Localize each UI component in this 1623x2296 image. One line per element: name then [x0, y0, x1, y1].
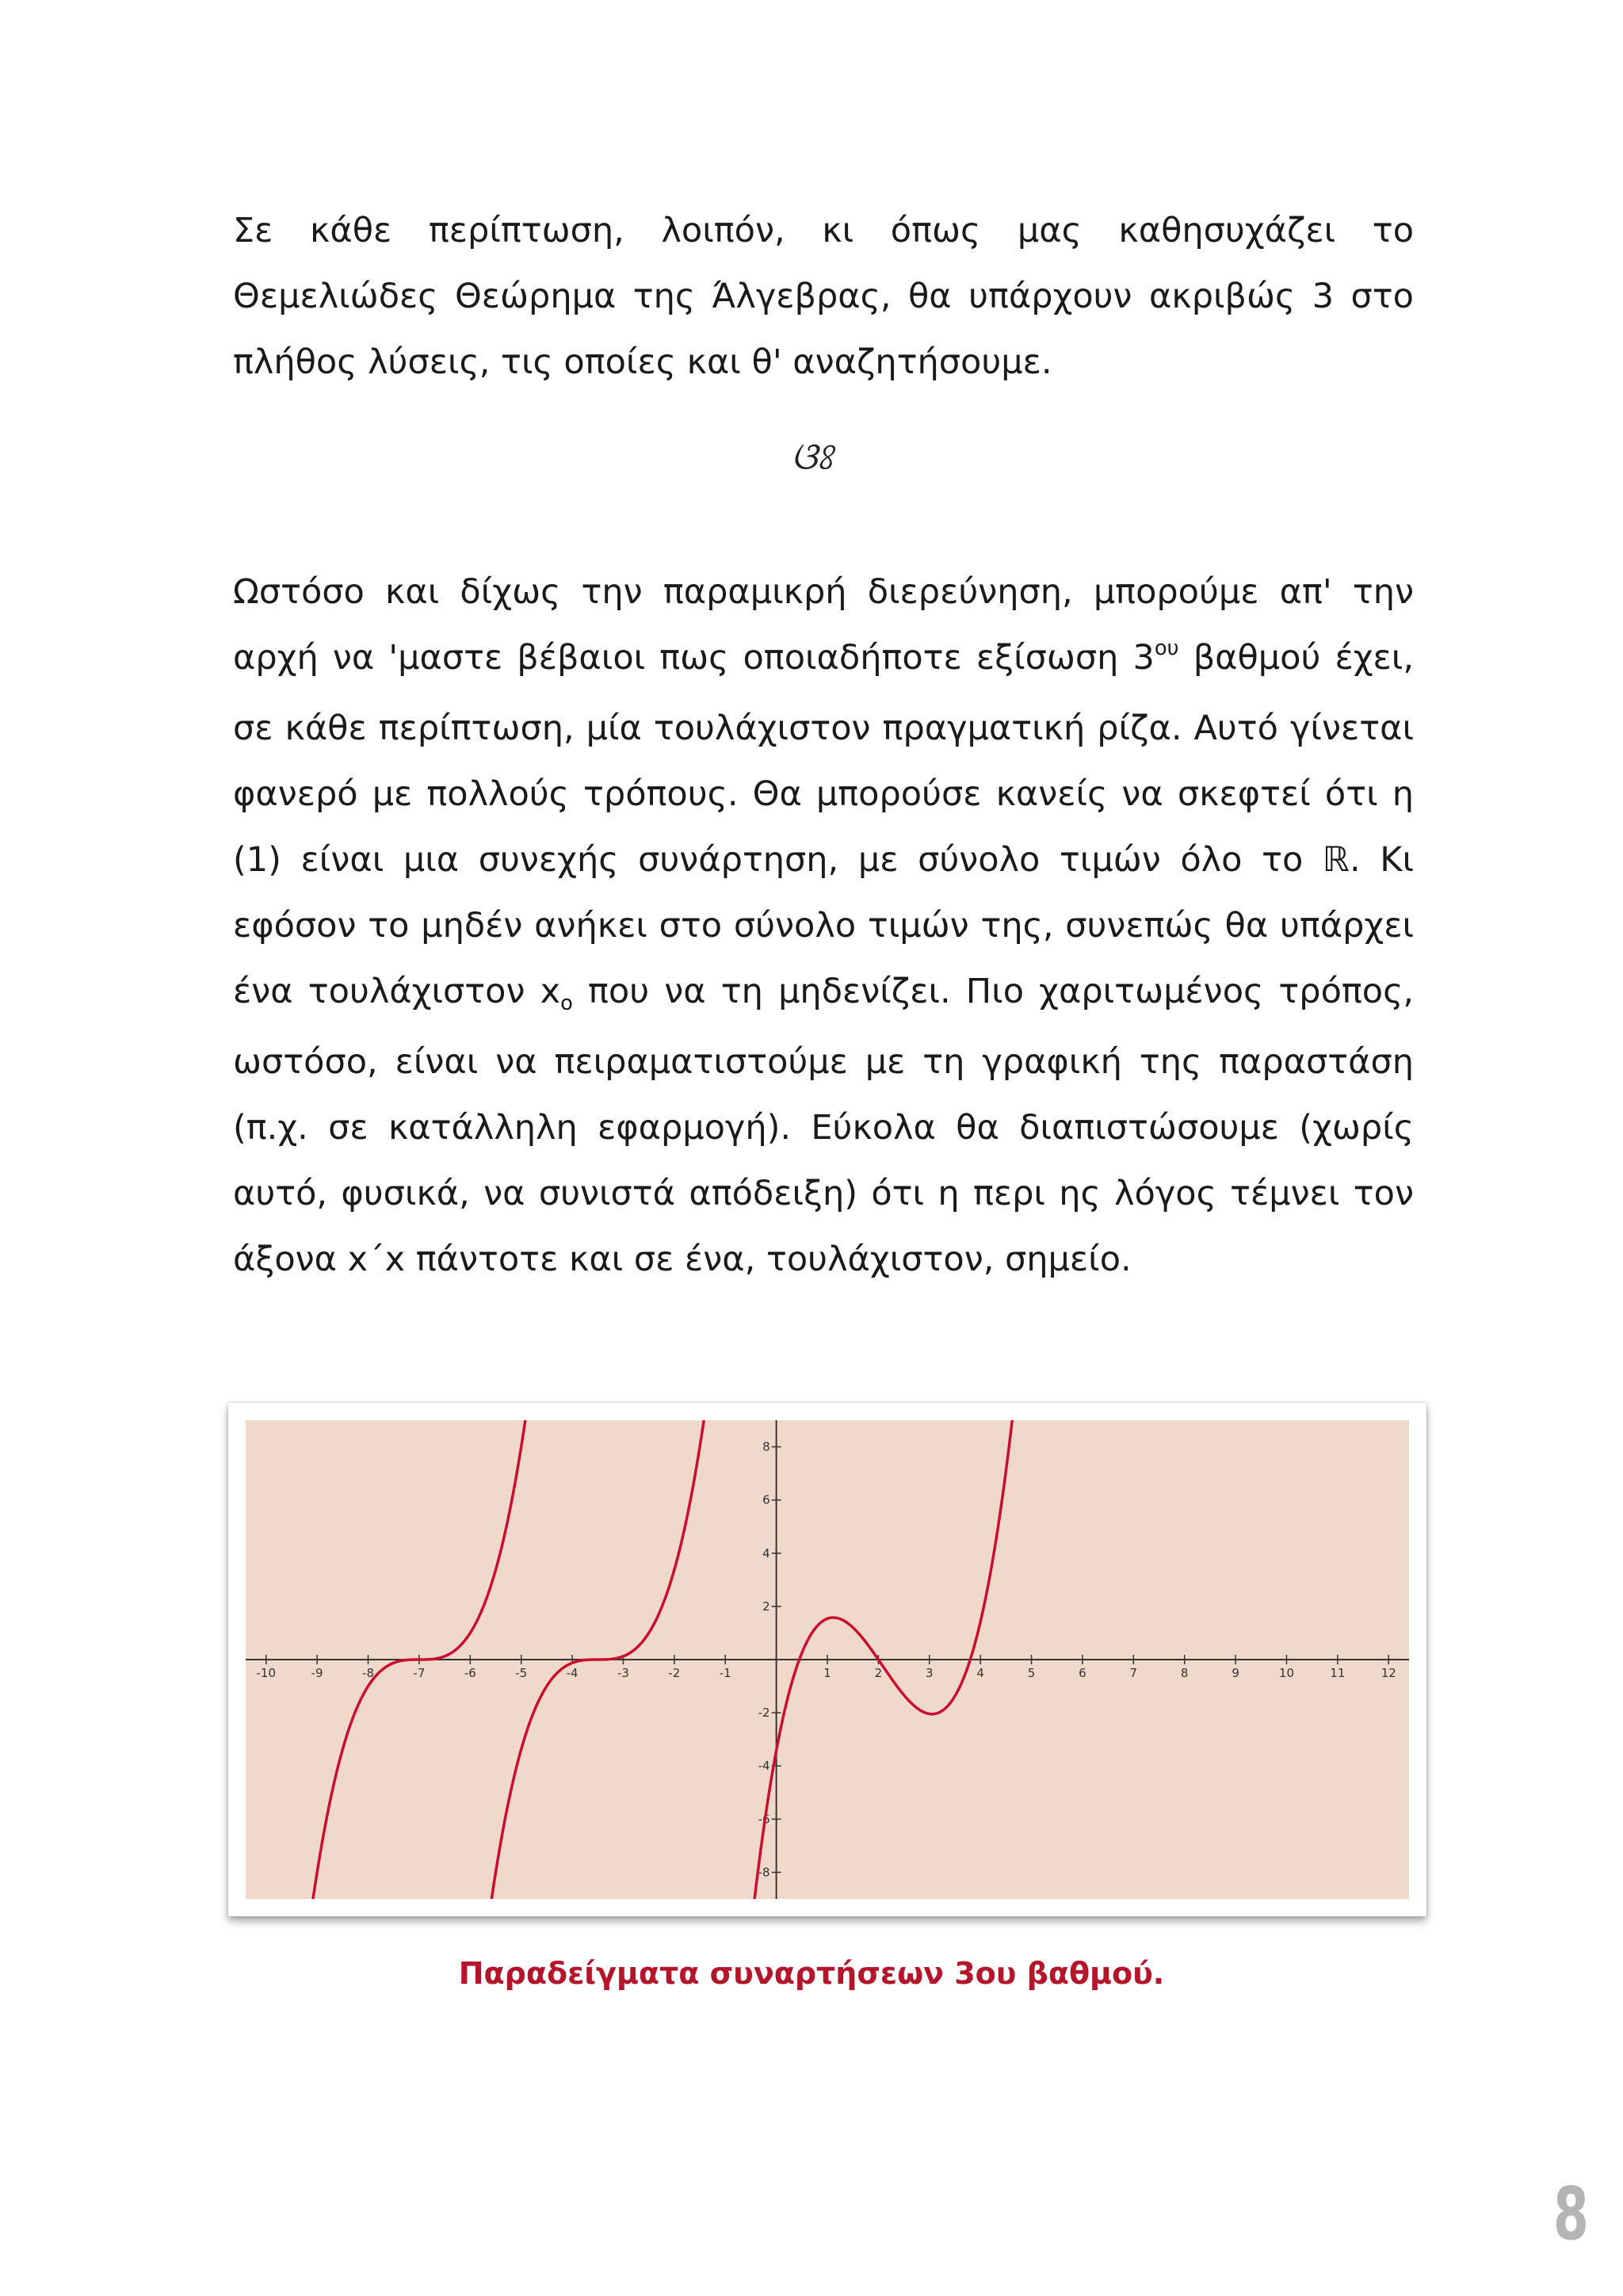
text-line: αρχή να 'μαστε βέβαιοι πως οποιαδήποτε εξίσωση $3^{o\upsilon}$ βαθμού έχει, [233, 636, 1414, 678]
y-tick-label: -2 [758, 1706, 770, 1721]
y-tick-label: 4 [762, 1545, 770, 1561]
x-tick-label: -2 [668, 1666, 681, 1680]
paragraph-2 [233, 560, 1414, 1293]
figure-frame [228, 1403, 1426, 1916]
text-line: Θεμελιώδες Θεώρημα της Άλγεβρας, θα υπάρχουν ακριβώς 3 στο [233, 277, 1414, 316]
page-number: 8 [1552, 2172, 1587, 2256]
x-tick-label: -5 [515, 1666, 528, 1680]
text-line: Σε κάθε περίπτωση, λοιπόν, κι όπως μας καθησυχάζει το [233, 211, 1414, 250]
x-tick-label: 1 [823, 1666, 831, 1680]
x-tick-label: 9 [1232, 1666, 1239, 1680]
x-tick-label: -3 [617, 1666, 629, 1680]
text-line: σε κάθε περίπτωση, μία τουλάχιστον πραγματική ρίζα. Αυτό γίνεται [233, 709, 1414, 748]
x-tick-label: -8 [362, 1666, 375, 1680]
paragraph-1 [233, 198, 1414, 395]
x-tick-label: -7 [413, 1666, 426, 1680]
x-tick-label: 8 [1180, 1666, 1189, 1680]
x-tick-label: 12 [1381, 1666, 1396, 1680]
y-tick-label: 8 [762, 1439, 770, 1454]
y-tick-label: 2 [762, 1599, 770, 1614]
x-tick-label: 5 [1027, 1666, 1036, 1680]
x-tick-label: 7 [1129, 1666, 1138, 1680]
subscript: o [560, 991, 573, 1016]
x-tick-label: -10 [256, 1666, 277, 1680]
text-line: ωστόσο, είναι να πειραματιστούμε με τη γραφική της παραστάση [233, 1042, 1414, 1082]
text-line: φανερό με πολλούς τρόπους. Θα μπορούσε κανείς να σκεφτεί ότι η [233, 774, 1414, 814]
text-line: αυτό, φυσικά, να συνιστά απόδειξη) ότι η περι ης λόγος τέμνει τον [233, 1174, 1414, 1213]
x-tick-label: 6 [1079, 1666, 1086, 1680]
x-tick-label: -4 [566, 1666, 579, 1680]
figure-caption: Παραδείγματα συναρτήσεων 3ου βαθμού. [458, 1956, 1165, 1991]
y-tick-label: -6 [758, 1812, 770, 1827]
x-tick-label: 2 [874, 1666, 883, 1680]
y-tick-label: -8 [758, 1865, 770, 1880]
x-tick-label: -9 [311, 1666, 323, 1680]
superscript: ου [1154, 636, 1179, 660]
text-line: (π.χ. σε κατάλληλη εφαρμογή). Εύκολα θα διαπιστώσουμε (χωρίς [233, 1108, 1414, 1148]
text-line: εφόσον το μηδέν ανήκει στο σύνολο τιμών της, συνεπώς θα υπάρχει [233, 906, 1414, 946]
y-tick-label: -4 [758, 1759, 770, 1774]
text-line: Ωστόσο και δίχως την παραμικρή διερεύνηση, μπορούμε απ' την [233, 572, 1414, 612]
text-line: ένα τουλάχιστον $x_o$ που να τη μηδενίζει. Πιο χαριτωμένος τρόπος, [233, 972, 1414, 1016]
text-line: (1) είναι μια συνεχής συνάρτηση, με σύνολο τιμών όλο το ℝ. Κι [233, 840, 1414, 880]
x-tick-label: 4 [976, 1666, 984, 1680]
cubic-functions-chart [246, 1420, 1409, 1899]
x-tick-label: -1 [719, 1666, 731, 1680]
x-tick-label: -6 [464, 1666, 476, 1680]
text-line: άξονα x΄x πάντοτε και σε ένα, τουλάχιστον, σημείο. [233, 1240, 1132, 1279]
y-tick-label: 6 [762, 1492, 770, 1507]
x-tick-label: 11 [1330, 1666, 1346, 1680]
text-line: πλήθος λύσεις, τις οποίες και θ' αναζητήσουμε. [233, 342, 1052, 382]
x-tick-label: 10 [1278, 1666, 1295, 1680]
section-divider-ornament: ଓଃ [791, 434, 832, 479]
x-tick-label: 3 [925, 1666, 934, 1680]
